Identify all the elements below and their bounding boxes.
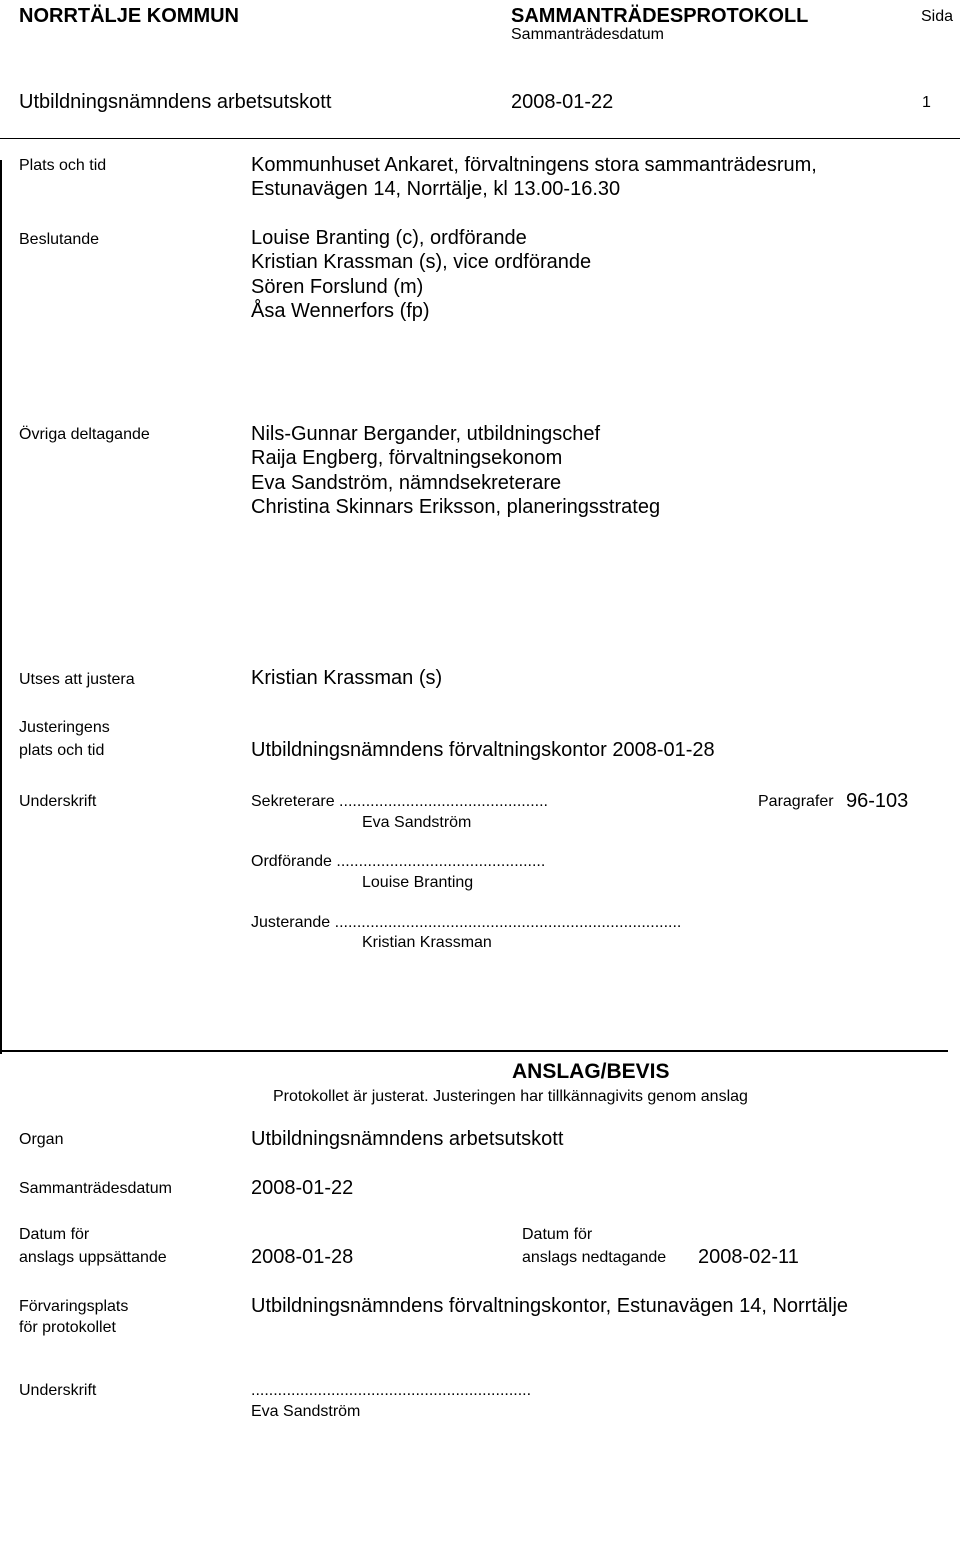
document-type: SAMMANTRÄDESPROTOKOLL — [511, 5, 809, 27]
page-number: 1 — [922, 94, 931, 111]
storage-value: Utbildningsnämndens förvaltningskontor, Estunavägen 14, Norrtälje — [251, 1295, 849, 1317]
notice-signature-dots: ............................................................... — [251, 1382, 532, 1399]
secretary-label: Sekreterare — [251, 793, 335, 810]
decider-item: Sören Forslund (m) — [251, 276, 424, 298]
paragraphs-label: Paragrafer — [758, 793, 834, 810]
adjuster-signature-line — [251, 914, 681, 932]
notice-title: ANSLAG/BEVIS — [512, 1060, 670, 1083]
chair-dots: ............................................... — [336, 853, 546, 870]
notice-signature-name: Eva Sandström — [251, 1403, 361, 1420]
top-rule — [0, 138, 960, 139]
participant-item: Raija Engberg, förvaltningsekonom — [251, 447, 563, 469]
participant-item: Nils-Gunnar Bergander, utbildningschef — [251, 423, 601, 445]
meeting-date-header-label: Sammanträdesdatum — [511, 26, 664, 43]
committee-name: Utbildningsnämndens arbetsutskott — [19, 91, 332, 113]
place-time-line: Kommunhuset Ankaret, förvaltningens stora sammanträdesrum, — [251, 154, 817, 176]
decider-item: Louise Branting (c), ordförande — [251, 227, 527, 249]
adjuster-label: Utses att justera — [19, 671, 135, 688]
place-time-line: Estunavägen 14, Norrtälje, kl 13.00-16.30 — [251, 178, 621, 200]
participant-item: Christina Skinnars Eriksson, planeringsstrateg — [251, 496, 661, 518]
participant-item: Eva Sandström, nämndsekreterare — [251, 472, 562, 494]
meeting-date: 2008-01-22 — [511, 91, 614, 113]
secretary-name: Eva Sandström — [362, 814, 472, 831]
notice-meeting-date-label: Sammanträdesdatum — [19, 1180, 172, 1197]
secretary-signature-line — [251, 793, 548, 811]
removed-label-line1: Datum för — [522, 1226, 593, 1243]
adjustment-value: Utbildningsnämndens förvaltningskontor 2008-01-28 — [251, 739, 715, 761]
adjuster-dots: .............................................................................. — [334, 914, 682, 931]
section-divider — [0, 1050, 948, 1052]
removed-label-line2: anslags nedtagande — [522, 1249, 667, 1266]
municipality-name: NORRTÄLJE KOMMUN — [19, 5, 239, 27]
organ-value: Utbildningsnämndens arbetsutskott — [251, 1128, 564, 1150]
removed-date: 2008-02-11 — [698, 1246, 799, 1268]
organ-label: Organ — [19, 1131, 64, 1148]
notice-meeting-date-value: 2008-01-22 — [251, 1177, 354, 1199]
signature-label: Underskrift — [19, 793, 97, 810]
storage-label-line1: Förvaringsplats — [19, 1298, 129, 1315]
page-label: Sida — [921, 8, 954, 25]
posted-label-line2: anslags uppsättande — [19, 1249, 167, 1266]
chair-signature-line — [251, 853, 545, 871]
storage-label-line2: för protokollet — [19, 1319, 116, 1336]
adjuster-name: Kristian Krassman — [362, 934, 492, 951]
notice-subtitle: Protokollet är justerat. Justeringen har tillkännagivits genom anslag — [273, 1088, 748, 1105]
decider-item: Åsa Wennerfors (fp) — [251, 300, 430, 322]
deciders-label: Beslutande — [19, 231, 100, 248]
adjustment-label-line2: plats och tid — [19, 742, 105, 759]
paragraphs-value: 96-103 — [846, 790, 909, 812]
adjuster-sign-label: Justerande — [251, 914, 331, 931]
chair-name: Louise Branting — [362, 874, 474, 891]
notice-signature-label: Underskrift — [19, 1382, 97, 1399]
posted-date: 2008-01-28 — [251, 1246, 354, 1268]
adjustment-label-line1: Justeringens — [19, 719, 110, 736]
left-border — [0, 160, 2, 1054]
decider-item: Kristian Krassman (s), vice ordförande — [251, 251, 592, 273]
secretary-dots: ............................................... — [339, 793, 548, 810]
chair-label: Ordförande — [251, 853, 332, 870]
place-time-label: Plats och tid — [19, 157, 107, 174]
adjuster-value: Kristian Krassman (s) — [251, 667, 443, 689]
others-label: Övriga deltagande — [19, 426, 150, 443]
posted-label-line1: Datum för — [19, 1226, 90, 1243]
